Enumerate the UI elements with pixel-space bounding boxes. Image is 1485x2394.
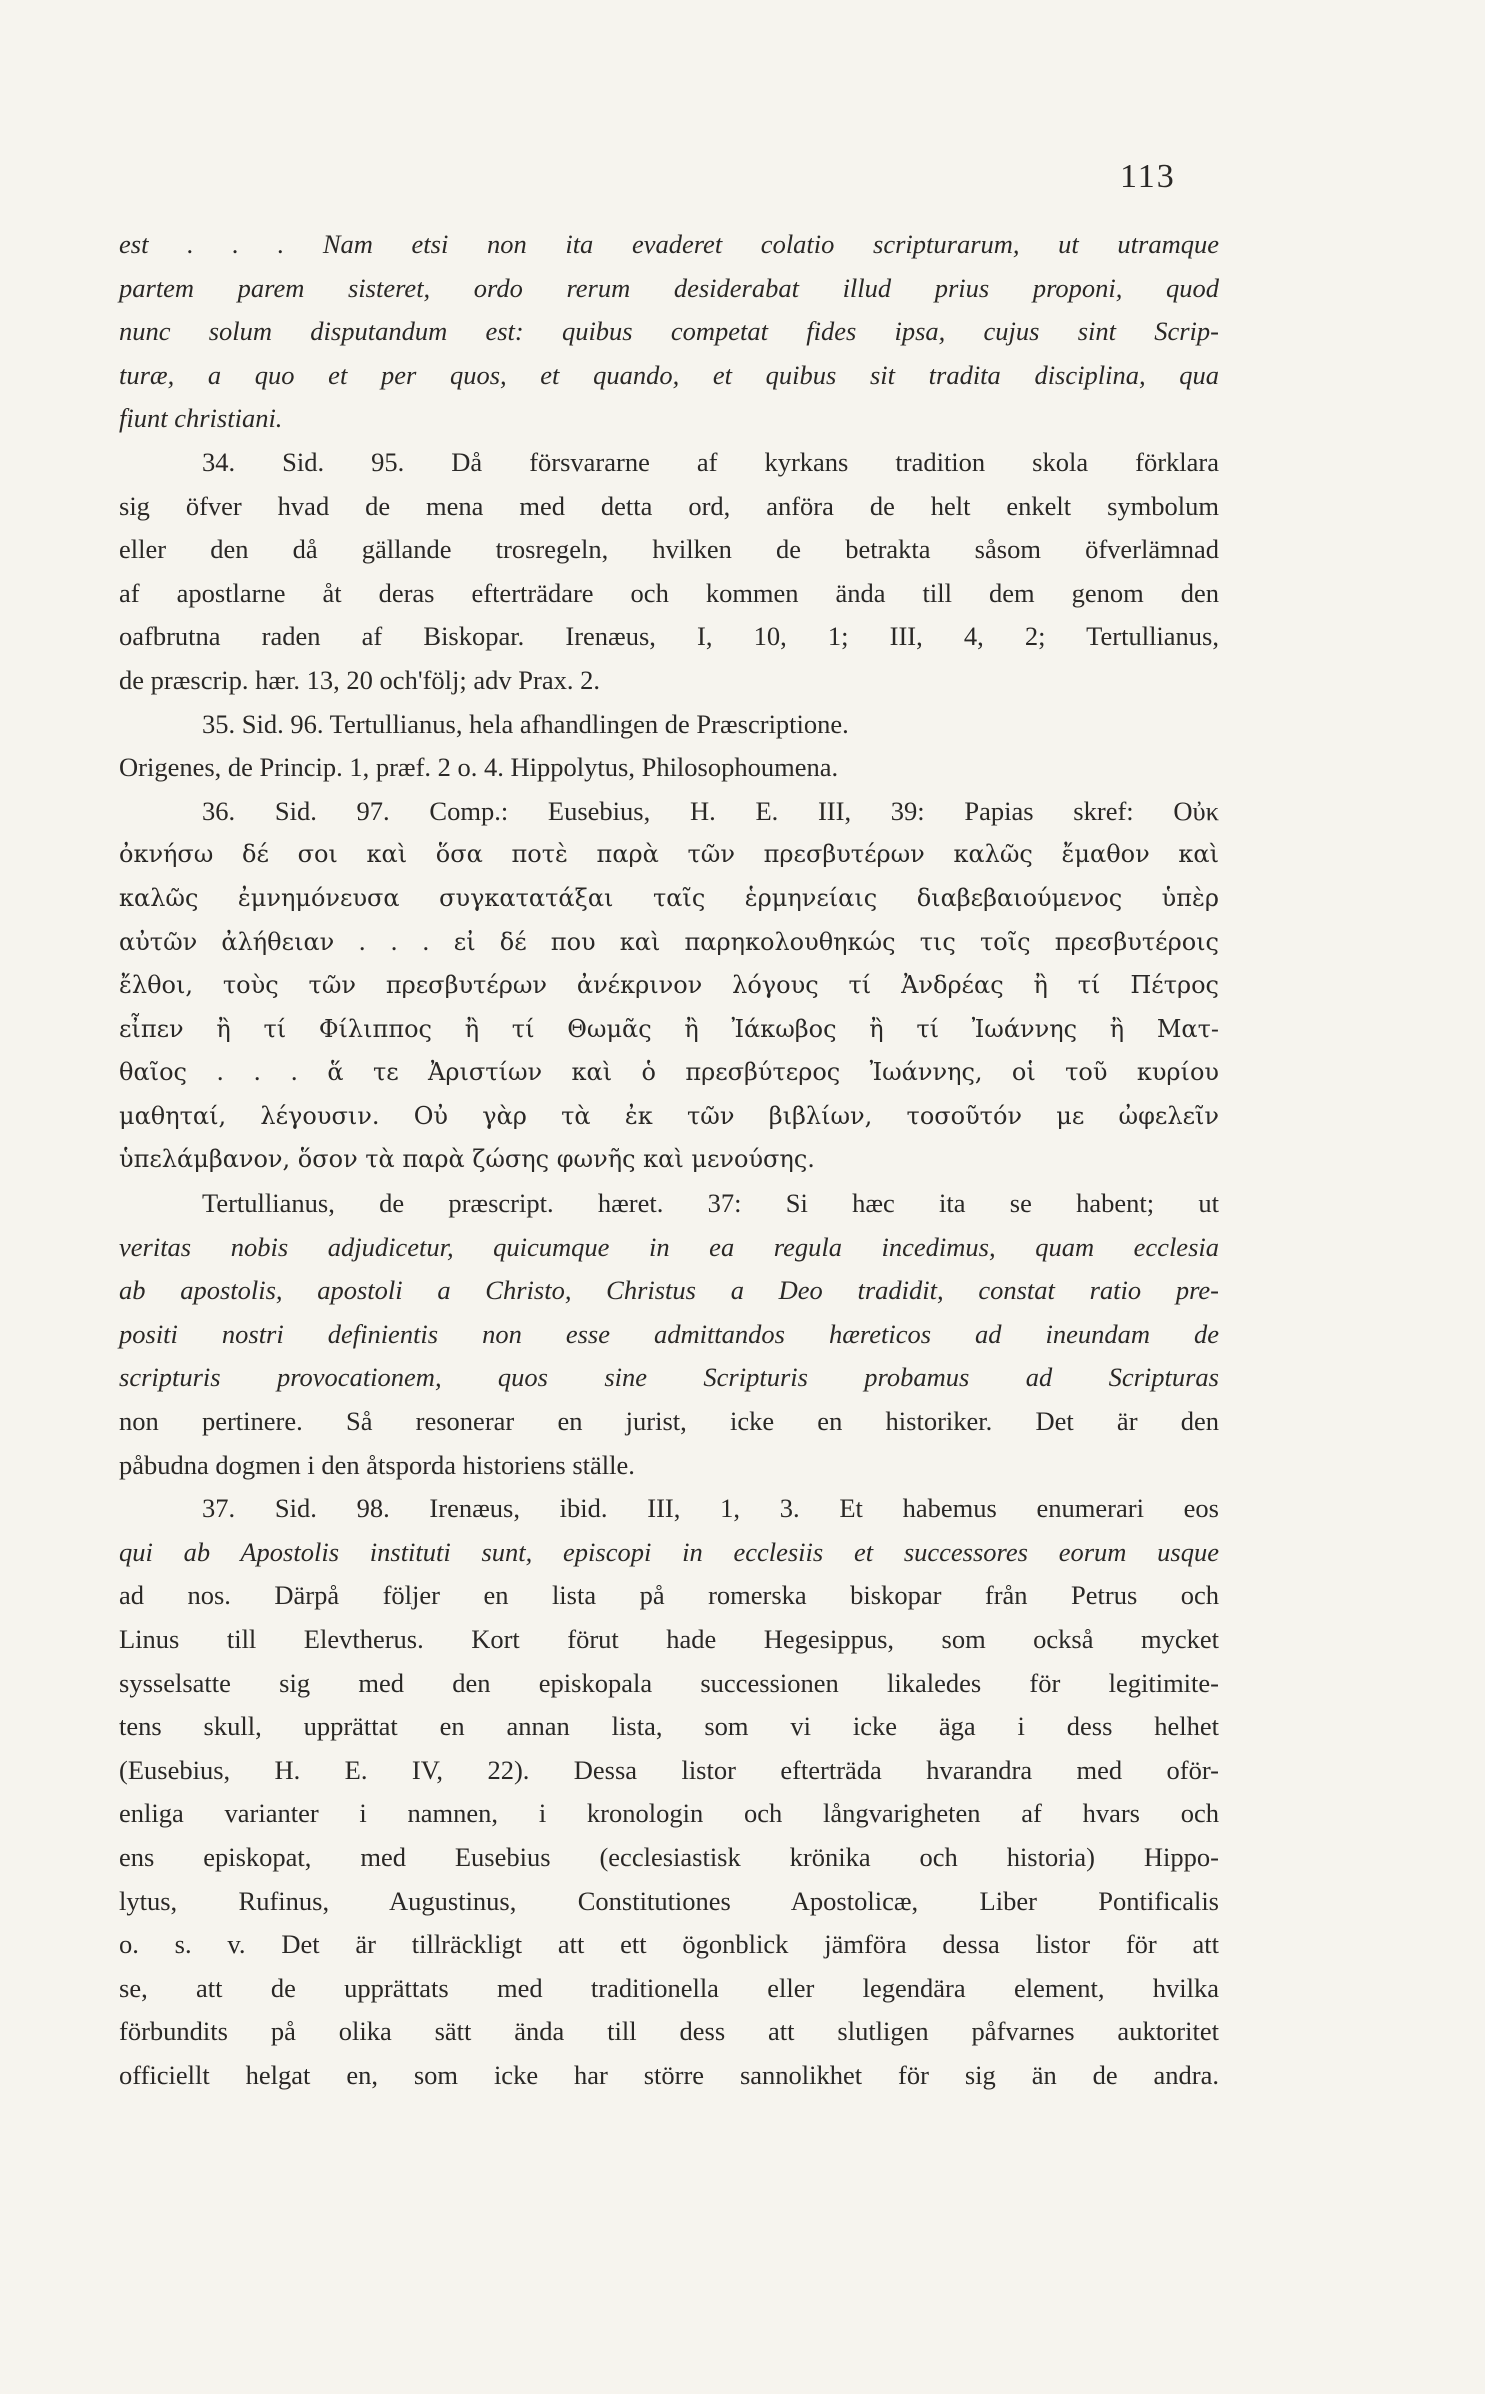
- text-line: 34. Sid. 95. Då försvararne af kyrkans tradition skola förklara: [202, 446, 1219, 477]
- text-line: partem parem sisteret, ordo rerum desiderabat illud prius proponi, quod: [119, 272, 1219, 303]
- text-line: Linus till Elevtherus. Kort förut hade Hegesippus, som också mycket: [119, 1624, 1219, 1654]
- text-line: ὑπελάμβανον, ὅσον τὰ παρὰ ζώσης φωνῆς καὶ μενούσης.: [119, 1145, 815, 1174]
- text-line: sysselsatte sig med den episkopala successionen likaledes för legitimite-: [119, 1667, 1219, 1698]
- text-line: fiunt christiani.: [119, 403, 283, 434]
- text-line: 37. Sid. 98. Irenæus, ibid. III, 1, 3. Et habemus enumerari eos: [202, 1493, 1219, 1524]
- text-line: Origenes, de Princip. 1, præf. 2 o. 4. Hippolytus, Philosophoumena.: [119, 752, 839, 783]
- text-line: αὐτῶν ἀλήθειαν . . . εἰ δέ που καὶ παρηκολουθηκώς τις τοῖς πρεσβυτέροις: [119, 927, 1219, 956]
- text-line: Tertullianus, de præscript. hæret. 37: Si hæc ita se habent; ut: [202, 1188, 1219, 1219]
- text-line: est . . . Nam etsi non ita evaderet colatio scripturarum, ut utramque: [119, 229, 1219, 259]
- text-line: förbundits på olika sätt ända till dess att slutligen påfvarnes auktoritet: [119, 2016, 1219, 2047]
- text-line: turæ, a quo et per quos, et quando, et quibus sit tradita disciplina, qua: [119, 359, 1219, 390]
- text-line: eller den då gällande trosregeln, hvilken de betrakta såsom öfverlämnad: [119, 534, 1219, 565]
- text-line: lytus, Rufinus, Augustinus, Constitutiones Apostolicæ, Liber Pontificalis: [119, 1885, 1219, 1916]
- text-line: ad nos. Därpå följer en lista på romerska biskopar från Petrus och: [119, 1580, 1219, 1611]
- text-line: o. s. v. Det är tillräckligt att ett ögonblick jämföra dessa listor för att: [119, 1929, 1219, 1960]
- page-number: 113: [1120, 158, 1176, 195]
- text-line: εἶπεν ἢ τί Φίλιππος ἢ τί Θωμᾶς ἢ Ἰάκωβος ἢ τί Ἰωάννης ἢ Ματ-: [119, 1014, 1219, 1043]
- text-line: ὀκνήσω δέ σοι καὶ ὅσα ποτὲ παρὰ τῶν πρεσβυτέρων καλῶς ἔμαθον καὶ: [119, 840, 1219, 869]
- text-line: ἔλθοι, τοὺς τῶν πρεσβυτέρων ἀνέκρινον λόγους τί Ἀνδρέας ἢ τί Πέτρος: [119, 971, 1219, 1000]
- text-line: tens skull, upprättat en annan lista, som vi icke äga i dess helhet: [119, 1711, 1219, 1742]
- text-line: sig öfver hvad de mena med detta ord, anföra de helt enkelt symbolum: [119, 490, 1219, 521]
- text-line: 35. Sid. 96. Tertullianus, hela afhandlingen de Præscriptione.: [202, 708, 849, 739]
- text-line: enliga varianter i namnen, i kronologin och långvarigheten af hvars och: [119, 1798, 1219, 1829]
- text-line: de præscrip. hær. 13, 20 och'följ; adv Prax. 2.: [119, 664, 600, 695]
- text-line: non pertinere. Så resonerar en jurist, icke en historiker. Det är den: [119, 1406, 1219, 1437]
- text-line: καλῶς ἐμνημόνευσα συγκατατάξαι ταῖς ἑρμηνείαις διαβεβαιούμενος ὑπὲρ: [119, 883, 1219, 912]
- text-line: 36. Sid. 97. Comp.: Eusebius, H. E. III, 39: Papias skref: Οὐκ: [202, 795, 1219, 826]
- text-line: ens episkopat, med Eusebius (ecclesiastisk krönika och historia) Hippo-: [119, 1841, 1219, 1872]
- text-line: veritas nobis adjudicetur, quicumque in ea regula incedimus, quam ecclesia: [119, 1231, 1219, 1262]
- text-line: af apostlarne åt deras efterträdare och kommen ända till dem genom den: [119, 577, 1219, 608]
- text-line: oafbrutna raden af Biskopar. Irenæus, I, 10, 1; III, 4, 2; Tertullianus,: [119, 621, 1219, 652]
- text-line: påbudna dogmen i den åtsporda historiens ställe.: [119, 1449, 635, 1480]
- text-line: (Eusebius, H. E. IV, 22). Dessa listor efterträda hvarandra med oför-: [119, 1754, 1219, 1785]
- text-line: officiellt helgat en, som icke har större sannolikhet för sig än de andra.: [119, 2059, 1219, 2090]
- text-line: μαθηταί, λέγουσιν. Οὐ γὰρ τὰ ἐκ τῶν βιβλίων, τοσοῦτόν με ὠφελεῖν: [119, 1101, 1219, 1130]
- text-line: se, att de upprättats med traditionella eller legendära element, hvilka: [119, 1972, 1219, 2003]
- text-line: nunc solum disputandum est: quibus competat fides ipsa, cujus sint Scrip-: [119, 316, 1219, 347]
- text-line: scripturis provocationem, quos sine Scripturis probamus ad Scripturas: [119, 1362, 1219, 1393]
- text-line: positi nostri definientis non esse admittandos hæreticos ad ineundam de: [119, 1318, 1219, 1349]
- text-line: θαῖος . . . ἅ τε Ἀριστίων καὶ ὁ πρεσβύτερος Ἰωάννης, οἱ τοῦ κυρίου: [119, 1058, 1219, 1087]
- body-text: [119, 223, 1219, 2098]
- text-line: ab apostolis, apostoli a Christo, Christus a Deo tradidit, constat ratio pre-: [119, 1275, 1219, 1306]
- text-line: qui ab Apostolis instituti sunt, episcopi in ecclesiis et successores eorum usque: [119, 1536, 1219, 1567]
